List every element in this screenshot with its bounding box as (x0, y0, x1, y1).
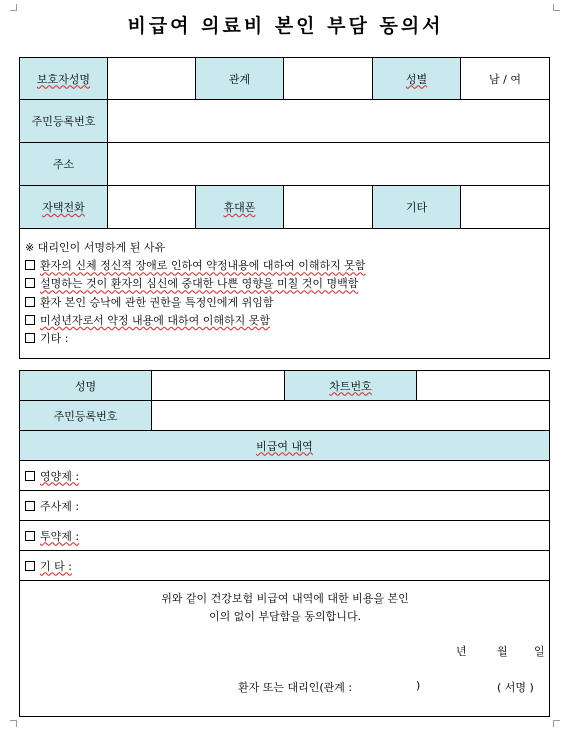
checkbox[interactable] (25, 315, 35, 325)
guardian-resident-no-label: 주민등록번호 (20, 100, 108, 143)
page-corner-mark (10, 4, 17, 11)
patient-consent-table (19, 370, 550, 717)
reason-item[interactable]: 설명하는 것이 환자의 심신에 중대한 나쁜 영향을 미칠 것이 명백함 (25, 275, 549, 293)
guardian-resident-no-field[interactable] (108, 100, 550, 143)
other-label: 기타 (373, 186, 461, 229)
signer-label: 환자 또는 대리인(관계 : (238, 681, 353, 694)
reason-item[interactable]: 기타 : (25, 330, 549, 348)
consent-statement-section (20, 581, 550, 717)
signature-field[interactable]: ( 서명 ) (497, 681, 534, 694)
checkbox[interactable] (25, 297, 35, 307)
proxy-reason-section (20, 229, 550, 359)
home-phone-field[interactable] (108, 186, 196, 229)
noncovered-heading: 비급여 내역 (20, 431, 550, 461)
page-corner-mark (553, 4, 560, 11)
noncovered-item[interactable]: 주사제 : (20, 491, 550, 521)
year-label: 년 (456, 645, 467, 658)
gender-field[interactable]: 남 / 여 (461, 58, 550, 100)
guardian-name-label: 보호자성명 (20, 58, 108, 100)
checkbox[interactable] (25, 471, 35, 481)
proxy-reason-heading: ※ 대리인이 서명하게 된 사유 (25, 241, 166, 254)
checkbox[interactable] (25, 333, 35, 343)
reason-item[interactable]: 환자의 신체 정신적 장애로 인하여 약정내용에 대하여 이해하지 못함 (25, 257, 549, 275)
chart-no-label: 차트번호 (285, 371, 417, 401)
month-label: 월 (497, 645, 508, 658)
reason-item[interactable]: 미성년자로서 약정 내용에 대하여 이해하지 못함 (25, 312, 549, 330)
consent-statement-line: 이의 없이 부담함을 동의합니다. (208, 610, 362, 623)
gender-label: 성별 (373, 58, 461, 100)
checkbox[interactable] (25, 531, 35, 541)
patient-resident-no-label: 주민등록번호 (20, 401, 152, 431)
checkbox[interactable] (25, 561, 35, 571)
mobile-field[interactable] (284, 186, 373, 229)
guardian-info-table (19, 57, 550, 359)
address-label: 주소 (20, 143, 108, 186)
checkbox[interactable] (25, 501, 35, 511)
page-corner-mark (10, 720, 17, 727)
page-corner-mark (553, 720, 560, 727)
patient-name-field[interactable] (152, 371, 285, 401)
chart-no-field[interactable] (417, 371, 550, 401)
reason-item[interactable]: 환자 본인 승낙에 관한 권한을 특정인에게 위임함 (25, 294, 549, 312)
document-title: 비급여 의료비 본인 부담 동의서 (127, 15, 444, 37)
patient-resident-no-field[interactable] (152, 401, 550, 431)
day-label: 일 (534, 645, 545, 658)
patient-name-label: 성명 (20, 371, 152, 401)
relation-field[interactable] (284, 58, 373, 100)
consent-statement-line: 위와 같이 건강보험 비급여 내역에 대한 비용을 본인 (161, 592, 409, 605)
noncovered-item[interactable]: 투약제 : (20, 521, 550, 551)
mobile-label: 휴대폰 (196, 186, 284, 229)
checkbox[interactable] (25, 260, 35, 270)
address-field[interactable] (108, 143, 550, 186)
other-field[interactable] (461, 186, 550, 229)
noncovered-item[interactable]: 기 타 : (20, 551, 550, 581)
guardian-name-field[interactable] (108, 58, 196, 100)
noncovered-item[interactable]: 영양제 : (20, 461, 550, 491)
checkbox[interactable] (25, 278, 35, 288)
signer-close-paren: ) (416, 679, 421, 692)
relation-label: 관계 (196, 58, 284, 100)
home-phone-label: 자택전화 (20, 186, 108, 229)
